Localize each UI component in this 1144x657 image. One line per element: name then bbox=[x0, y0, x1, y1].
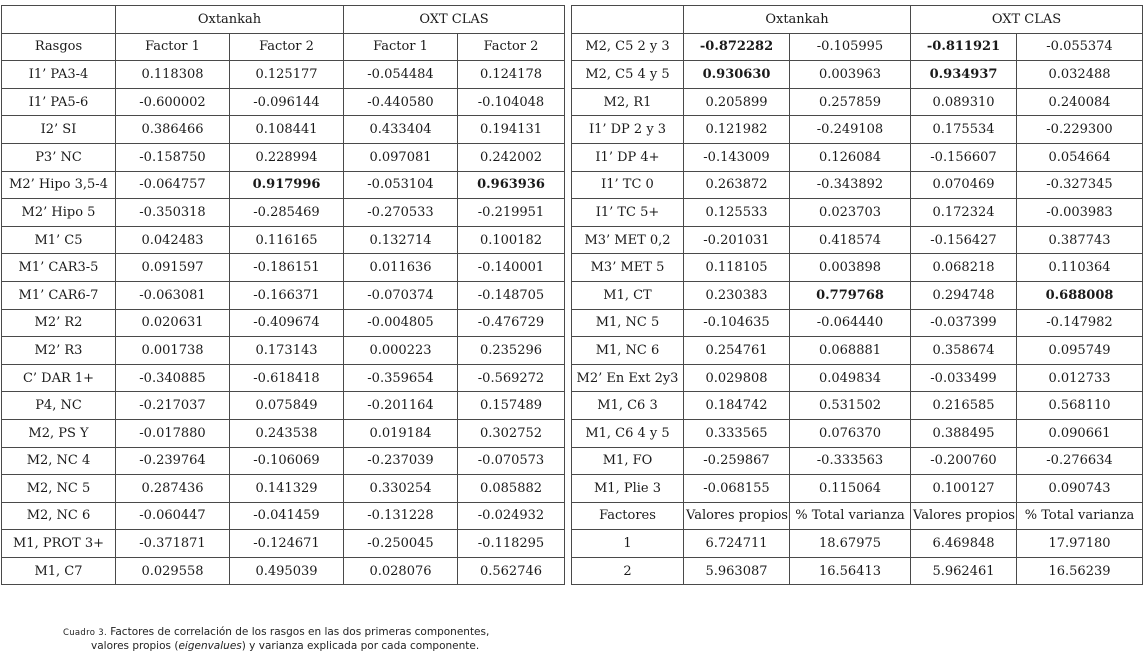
trait-label-cell: M2, C5 2 y 3 bbox=[572, 33, 684, 61]
value-cell: -0.229300 bbox=[1017, 116, 1143, 144]
table-row bbox=[2, 254, 565, 282]
caption-line-2b: ) y varianza explicada por cada componente. bbox=[241, 640, 480, 652]
trait-label-cell: M1, FO bbox=[572, 447, 684, 475]
trait-label-cell: M1, C7 bbox=[2, 557, 116, 585]
value-cell: 0.126084 bbox=[790, 143, 911, 171]
trait-label-cell: I1’ DP 4+ bbox=[572, 143, 684, 171]
empty-header-cell bbox=[572, 6, 684, 34]
table-row bbox=[572, 557, 1143, 585]
value-cell: 0.216585 bbox=[911, 392, 1017, 420]
value-cell: 0.090743 bbox=[1017, 475, 1143, 503]
table-row bbox=[2, 143, 565, 171]
value-cell: -0.249108 bbox=[790, 116, 911, 144]
table-row bbox=[572, 392, 1143, 420]
value-cell: -0.158750 bbox=[116, 143, 230, 171]
value-cell: 0.294748 bbox=[911, 281, 1017, 309]
trait-label-cell: I1’ DP 2 y 3 bbox=[572, 116, 684, 144]
table-row bbox=[2, 171, 565, 199]
value-cell: 0.095749 bbox=[1017, 337, 1143, 365]
value-cell: % Total varianza bbox=[1017, 502, 1143, 530]
value-cell: 0.235296 bbox=[458, 337, 565, 365]
value-cell: 0.230383 bbox=[684, 281, 790, 309]
value-cell: -0.070374 bbox=[344, 281, 458, 309]
value-cell: -0.872282 bbox=[684, 33, 790, 61]
value-cell: -0.359654 bbox=[344, 364, 458, 392]
value-cell: -0.037399 bbox=[911, 309, 1017, 337]
caption-label: Cuadro 3. bbox=[63, 628, 107, 638]
value-cell: 0.090661 bbox=[1017, 419, 1143, 447]
value-cell: -0.104048 bbox=[458, 88, 565, 116]
group-header-oxtankah: Oxtankah bbox=[116, 6, 344, 34]
table-row bbox=[2, 88, 565, 116]
value-cell: 0.175534 bbox=[911, 116, 1017, 144]
value-cell: -0.476729 bbox=[458, 309, 565, 337]
value-cell: 16.56239 bbox=[1017, 557, 1143, 585]
table-row bbox=[572, 143, 1143, 171]
value-cell: 0.091597 bbox=[116, 254, 230, 282]
caption-line-1: Factores de correlación de los rasgos en las dos primeras componentes, bbox=[110, 626, 490, 638]
value-cell: 0.531502 bbox=[790, 392, 911, 420]
value-cell: -0.148705 bbox=[458, 281, 565, 309]
value-cell: -0.033499 bbox=[911, 364, 1017, 392]
value-cell: -0.140001 bbox=[458, 254, 565, 282]
value-cell: -0.105995 bbox=[790, 33, 911, 61]
trait-label-cell: M2, NC 6 bbox=[2, 502, 116, 530]
trait-label-cell: M1, Plie 3 bbox=[572, 475, 684, 503]
table-row bbox=[2, 309, 565, 337]
value-cell: 0.205899 bbox=[684, 88, 790, 116]
column-header: Factor 2 bbox=[230, 33, 344, 61]
value-cell: -0.239764 bbox=[116, 447, 230, 475]
value-cell: 0.100182 bbox=[458, 226, 565, 254]
value-cell: -0.276634 bbox=[1017, 447, 1143, 475]
value-cell: 18.67975 bbox=[790, 530, 911, 558]
value-cell: 0.012733 bbox=[1017, 364, 1143, 392]
value-cell: -0.156607 bbox=[911, 143, 1017, 171]
trait-label-cell: I1’ PA3-4 bbox=[2, 61, 116, 89]
value-cell: 0.076370 bbox=[790, 419, 911, 447]
value-cell: 0.254761 bbox=[684, 337, 790, 365]
value-cell: -0.104635 bbox=[684, 309, 790, 337]
value-cell: -0.200760 bbox=[911, 447, 1017, 475]
value-cell: 0.240084 bbox=[1017, 88, 1143, 116]
trait-label-cell: M1, NC 5 bbox=[572, 309, 684, 337]
value-cell: -0.060447 bbox=[116, 502, 230, 530]
value-cell: -0.004805 bbox=[344, 309, 458, 337]
value-cell: -0.003983 bbox=[1017, 199, 1143, 227]
group-header-oxt-clas: OXT CLAS bbox=[911, 6, 1143, 34]
value-cell: 0.068218 bbox=[911, 254, 1017, 282]
table-row bbox=[2, 475, 565, 503]
trait-label-cell: M2’ Hipo 5 bbox=[2, 199, 116, 227]
value-cell: 0.000223 bbox=[344, 337, 458, 365]
value-cell: 0.330254 bbox=[344, 475, 458, 503]
value-cell: -0.131228 bbox=[344, 502, 458, 530]
value-cell: -0.201031 bbox=[684, 226, 790, 254]
right-table-body bbox=[572, 33, 1143, 585]
value-cell: 0.049834 bbox=[790, 364, 911, 392]
value-cell: -0.070573 bbox=[458, 447, 565, 475]
table-row bbox=[2, 337, 565, 365]
value-cell: -0.333563 bbox=[790, 447, 911, 475]
table-row bbox=[572, 364, 1143, 392]
value-cell: 0.194131 bbox=[458, 116, 565, 144]
trait-label-cell: P3’ NC bbox=[2, 143, 116, 171]
value-cell: -0.618418 bbox=[230, 364, 344, 392]
value-cell: 0.257859 bbox=[790, 88, 911, 116]
value-cell: 0.068881 bbox=[790, 337, 911, 365]
value-cell: Valores propios bbox=[684, 502, 790, 530]
table-row bbox=[572, 447, 1143, 475]
trait-label-cell: M2, R1 bbox=[572, 88, 684, 116]
table-header-row bbox=[2, 6, 565, 34]
value-cell: 0.032488 bbox=[1017, 61, 1143, 89]
value-cell: 0.001738 bbox=[116, 337, 230, 365]
value-cell: 0.386466 bbox=[116, 116, 230, 144]
value-cell: -0.217037 bbox=[116, 392, 230, 420]
trait-label-cell: I1’ PA5-6 bbox=[2, 88, 116, 116]
table-row bbox=[572, 337, 1143, 365]
value-cell: 0.125177 bbox=[230, 61, 344, 89]
trait-label-cell: M1’ CAR3-5 bbox=[2, 254, 116, 282]
value-cell: 0.263872 bbox=[684, 171, 790, 199]
trait-label-cell: M1’ C5 bbox=[2, 226, 116, 254]
value-cell: -0.017880 bbox=[116, 419, 230, 447]
value-cell: -0.285469 bbox=[230, 199, 344, 227]
table-row bbox=[2, 447, 565, 475]
table-caption bbox=[63, 626, 489, 653]
value-cell: 0.333565 bbox=[684, 419, 790, 447]
trait-label-cell: C’ DAR 1+ bbox=[2, 364, 116, 392]
trait-label-cell: I1’ TC 5+ bbox=[572, 199, 684, 227]
table-row bbox=[2, 530, 565, 558]
trait-label-cell: M1, CT bbox=[572, 281, 684, 309]
table-row bbox=[2, 419, 565, 447]
column-header: Factor 2 bbox=[458, 33, 565, 61]
value-cell: 0.070469 bbox=[911, 171, 1017, 199]
value-cell: -0.147982 bbox=[1017, 309, 1143, 337]
value-cell: 0.172324 bbox=[911, 199, 1017, 227]
table-row bbox=[572, 199, 1143, 227]
table-row bbox=[2, 392, 565, 420]
value-cell: 5.962461 bbox=[911, 557, 1017, 585]
value-cell: 0.287436 bbox=[116, 475, 230, 503]
table-row bbox=[572, 419, 1143, 447]
table-row bbox=[2, 502, 565, 530]
value-cell: 0.495039 bbox=[230, 557, 344, 585]
value-cell: -0.440580 bbox=[344, 88, 458, 116]
value-cell: 0.934937 bbox=[911, 61, 1017, 89]
value-cell: -0.063081 bbox=[116, 281, 230, 309]
value-cell: -0.041459 bbox=[230, 502, 344, 530]
value-cell: -0.124671 bbox=[230, 530, 344, 558]
table-row bbox=[572, 61, 1143, 89]
table-row bbox=[572, 475, 1143, 503]
table-left bbox=[1, 5, 565, 585]
value-cell: 0.779768 bbox=[790, 281, 911, 309]
value-cell: -0.350318 bbox=[116, 199, 230, 227]
value-cell: 0.930630 bbox=[684, 61, 790, 89]
value-cell: 0.228994 bbox=[230, 143, 344, 171]
value-cell: 0.054664 bbox=[1017, 143, 1143, 171]
trait-label-cell: Factores bbox=[572, 502, 684, 530]
column-header-row bbox=[2, 33, 565, 61]
value-cell: 0.029808 bbox=[684, 364, 790, 392]
value-cell: 0.019184 bbox=[344, 419, 458, 447]
value-cell: -0.064440 bbox=[790, 309, 911, 337]
column-header: Rasgos bbox=[2, 33, 116, 61]
trait-label-cell: 2 bbox=[572, 557, 684, 585]
table-row bbox=[572, 33, 1143, 61]
value-cell: 0.118105 bbox=[684, 254, 790, 282]
trait-label-cell: M2, C5 4 y 5 bbox=[572, 61, 684, 89]
value-cell: -0.600002 bbox=[116, 88, 230, 116]
value-cell: -0.143009 bbox=[684, 143, 790, 171]
value-cell: 0.075849 bbox=[230, 392, 344, 420]
group-header-oxtankah: Oxtankah bbox=[684, 6, 911, 34]
value-cell: -0.237039 bbox=[344, 447, 458, 475]
trait-label-cell: M1, C6 4 y 5 bbox=[572, 419, 684, 447]
value-cell: -0.219951 bbox=[458, 199, 565, 227]
value-cell: 0.085882 bbox=[458, 475, 565, 503]
value-cell: 0.184742 bbox=[684, 392, 790, 420]
value-cell: 0.302752 bbox=[458, 419, 565, 447]
value-cell: 0.124178 bbox=[458, 61, 565, 89]
value-cell: 0.042483 bbox=[116, 226, 230, 254]
value-cell: 6.469848 bbox=[911, 530, 1017, 558]
value-cell: -0.371871 bbox=[116, 530, 230, 558]
value-cell: 0.388495 bbox=[911, 419, 1017, 447]
value-cell: 0.387743 bbox=[1017, 226, 1143, 254]
value-cell: -0.259867 bbox=[684, 447, 790, 475]
value-cell: 0.418574 bbox=[790, 226, 911, 254]
value-cell: 0.110364 bbox=[1017, 254, 1143, 282]
value-cell: -0.024932 bbox=[458, 502, 565, 530]
value-cell: 0.020631 bbox=[116, 309, 230, 337]
value-cell: 0.917996 bbox=[230, 171, 344, 199]
table-row bbox=[572, 254, 1143, 282]
value-cell: -0.064757 bbox=[116, 171, 230, 199]
value-cell: -0.055374 bbox=[1017, 33, 1143, 61]
table-header-row bbox=[572, 6, 1143, 34]
left-table-body bbox=[2, 61, 565, 585]
trait-label-cell: M3’ MET 5 bbox=[572, 254, 684, 282]
value-cell: 0.433404 bbox=[344, 116, 458, 144]
value-cell: 16.56413 bbox=[790, 557, 911, 585]
trait-label-cell: M2, NC 4 bbox=[2, 447, 116, 475]
value-cell: -0.343892 bbox=[790, 171, 911, 199]
table-row bbox=[572, 502, 1143, 530]
table-row bbox=[572, 530, 1143, 558]
value-cell: -0.053104 bbox=[344, 171, 458, 199]
value-cell: -0.068155 bbox=[684, 475, 790, 503]
value-cell: 0.125533 bbox=[684, 199, 790, 227]
trait-label-cell: M2’ R3 bbox=[2, 337, 116, 365]
value-cell: 0.089310 bbox=[911, 88, 1017, 116]
group-header-oxt-clas: OXT CLAS bbox=[344, 6, 565, 34]
value-cell: -0.118295 bbox=[458, 530, 565, 558]
table-row bbox=[2, 116, 565, 144]
trait-label-cell: M1, PROT 3+ bbox=[2, 530, 116, 558]
table-right bbox=[571, 5, 1143, 585]
value-cell: 0.003898 bbox=[790, 254, 911, 282]
value-cell: 0.562746 bbox=[458, 557, 565, 585]
value-cell: 0.141329 bbox=[230, 475, 344, 503]
value-cell: 0.097081 bbox=[344, 143, 458, 171]
value-cell: 0.011636 bbox=[344, 254, 458, 282]
value-cell: -0.186151 bbox=[230, 254, 344, 282]
trait-label-cell: M1, C6 3 bbox=[572, 392, 684, 420]
value-cell: 5.963087 bbox=[684, 557, 790, 585]
value-cell: 0.118308 bbox=[116, 61, 230, 89]
trait-label-cell: M2’ R2 bbox=[2, 309, 116, 337]
value-cell: 0.963936 bbox=[458, 171, 565, 199]
trait-label-cell: M1’ CAR6-7 bbox=[2, 281, 116, 309]
value-cell: -0.250045 bbox=[344, 530, 458, 558]
value-cell: -0.811921 bbox=[911, 33, 1017, 61]
table-row bbox=[2, 226, 565, 254]
table-row bbox=[2, 61, 565, 89]
value-cell: -0.569272 bbox=[458, 364, 565, 392]
value-cell: 0.121982 bbox=[684, 116, 790, 144]
trait-label-cell: P4, NC bbox=[2, 392, 116, 420]
column-header: Factor 1 bbox=[344, 33, 458, 61]
table-row bbox=[2, 281, 565, 309]
value-cell: 0.688008 bbox=[1017, 281, 1143, 309]
trait-label-cell: I1’ TC 0 bbox=[572, 171, 684, 199]
value-cell: 0.108441 bbox=[230, 116, 344, 144]
table-row bbox=[2, 364, 565, 392]
value-cell: 0.173143 bbox=[230, 337, 344, 365]
value-cell: 0.243538 bbox=[230, 419, 344, 447]
value-cell: 0.029558 bbox=[116, 557, 230, 585]
value-cell: 0.358674 bbox=[911, 337, 1017, 365]
trait-label-cell: M2, NC 5 bbox=[2, 475, 116, 503]
trait-label-cell: M2’ En Ext 2y3 bbox=[572, 364, 684, 392]
value-cell: -0.096144 bbox=[230, 88, 344, 116]
trait-label-cell: M2’ Hipo 3,5-4 bbox=[2, 171, 116, 199]
value-cell: 6.724711 bbox=[684, 530, 790, 558]
value-cell: 0.132714 bbox=[344, 226, 458, 254]
value-cell: 0.003963 bbox=[790, 61, 911, 89]
value-cell: 0.028076 bbox=[344, 557, 458, 585]
value-cell: % Total varianza bbox=[790, 502, 911, 530]
value-cell: -0.156427 bbox=[911, 226, 1017, 254]
trait-label-cell: M2, PS Y bbox=[2, 419, 116, 447]
table-row bbox=[572, 88, 1143, 116]
table-row bbox=[2, 199, 565, 227]
table-row bbox=[572, 116, 1143, 144]
value-cell: 0.568110 bbox=[1017, 392, 1143, 420]
table-row bbox=[572, 281, 1143, 309]
empty-header-cell bbox=[2, 6, 116, 34]
value-cell: -0.166371 bbox=[230, 281, 344, 309]
value-cell: 0.115064 bbox=[790, 475, 911, 503]
value-cell: -0.201164 bbox=[344, 392, 458, 420]
caption-line-2a: valores propios ( bbox=[91, 640, 179, 652]
value-cell: 0.116165 bbox=[230, 226, 344, 254]
trait-label-cell: M3’ MET 0,2 bbox=[572, 226, 684, 254]
value-cell: 17.97180 bbox=[1017, 530, 1143, 558]
table-row bbox=[2, 557, 565, 585]
value-cell: 0.242002 bbox=[458, 143, 565, 171]
trait-label-cell: 1 bbox=[572, 530, 684, 558]
value-cell: -0.340885 bbox=[116, 364, 230, 392]
caption-italic: eigenvalues bbox=[178, 640, 242, 652]
value-cell: -0.327345 bbox=[1017, 171, 1143, 199]
table-row bbox=[572, 309, 1143, 337]
value-cell: -0.054484 bbox=[344, 61, 458, 89]
value-cell: 0.100127 bbox=[911, 475, 1017, 503]
value-cell: -0.270533 bbox=[344, 199, 458, 227]
value-cell: -0.106069 bbox=[230, 447, 344, 475]
table-row bbox=[572, 171, 1143, 199]
table-row bbox=[572, 226, 1143, 254]
trait-label-cell: I2’ SI bbox=[2, 116, 116, 144]
trait-label-cell: M1, NC 6 bbox=[572, 337, 684, 365]
value-cell: 0.023703 bbox=[790, 199, 911, 227]
value-cell: 0.157489 bbox=[458, 392, 565, 420]
column-header: Factor 1 bbox=[116, 33, 230, 61]
value-cell: -0.409674 bbox=[230, 309, 344, 337]
value-cell: Valores propios bbox=[911, 502, 1017, 530]
